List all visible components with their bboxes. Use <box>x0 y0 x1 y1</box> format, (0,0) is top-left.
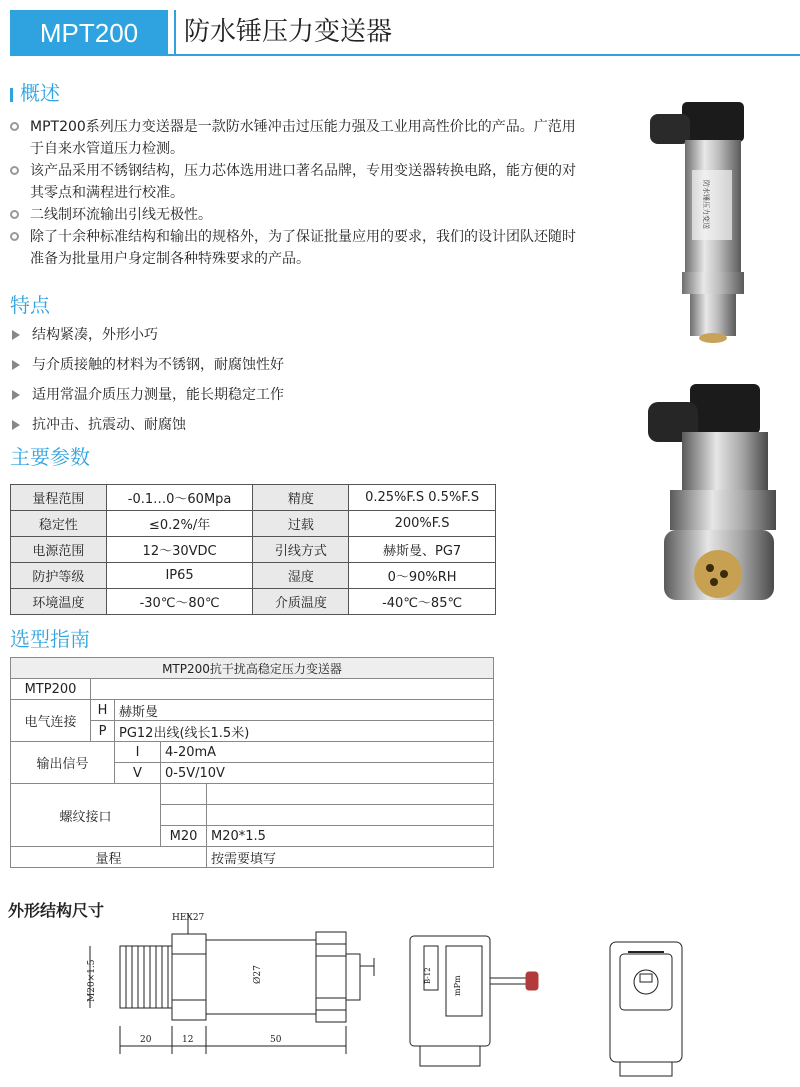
triangle-bullet-icon <box>12 330 20 340</box>
header-divider <box>174 10 176 54</box>
dimension-drawing <box>80 906 800 1082</box>
hex-label: HEX27 <box>172 913 205 923</box>
length-12-label: 12 <box>182 1035 194 1045</box>
product-label <box>692 170 732 240</box>
connector-outline <box>316 932 346 1022</box>
pin-hole <box>720 570 728 578</box>
list-item: 结构紧凑，外形小巧 <box>8 320 428 350</box>
product-label-text: 防水锤压力变送 <box>702 180 710 229</box>
connector-body <box>682 102 744 142</box>
connector-m-label: mPm <box>453 975 462 996</box>
pressure-port <box>699 333 727 343</box>
param-label: 介质温度 <box>253 589 349 615</box>
desc-cell: M20*1.5 <box>207 826 494 847</box>
selection-header: MTP200抗干扰高稳定压力变送器 <box>11 658 494 679</box>
page-title: 防水锤压力变送器 <box>184 17 393 47</box>
overview-list <box>8 116 588 270</box>
params-table <box>10 484 496 615</box>
table-row <box>11 679 494 700</box>
features-list <box>8 320 428 440</box>
pressure-port <box>694 550 742 598</box>
cable-gland <box>650 114 690 144</box>
table-row <box>11 784 494 805</box>
code-cell: V <box>115 763 161 784</box>
bullet-icon <box>10 232 19 241</box>
output-label: 输出信号 <box>11 742 115 784</box>
overview-title: 概述 <box>20 81 60 105</box>
param-label: 电源范围 <box>11 537 107 563</box>
table-row <box>11 485 496 511</box>
table-row <box>11 847 494 868</box>
hex-nut <box>682 272 744 294</box>
selection-table <box>10 657 494 868</box>
bullet-icon <box>10 210 19 219</box>
params-title: 主要参数 <box>10 445 90 469</box>
triangle-bullet-icon <box>12 390 20 400</box>
param-label: 湿度 <box>253 563 349 589</box>
hex-nut <box>670 490 776 530</box>
connector-body <box>690 384 760 434</box>
model-cell: MTP200 <box>11 679 91 700</box>
thread-label: 螺纹接口 <box>11 784 161 847</box>
param-value: -30℃～80℃ <box>106 589 253 615</box>
bullet-icon <box>10 122 19 131</box>
param-label: 精度 <box>253 485 349 511</box>
list-item: 除了十余种标准结构和输出的规格外，为了保证批量应用的要求，我们的设计团队还随时准备为批量用户身定制各种特殊要求的产品。 <box>8 226 588 270</box>
table-row <box>11 658 494 679</box>
param-value: 0～90%RH <box>349 563 496 589</box>
length-50-label: 50 <box>270 1035 282 1045</box>
code-cell: I <box>115 742 161 763</box>
table-row <box>11 700 494 721</box>
list-item: 二线制环流输出引线无极性。 <box>8 204 588 226</box>
param-value: -40℃～85℃ <box>349 589 496 615</box>
code-cell: P <box>91 721 115 742</box>
range-label: 量程 <box>11 847 207 868</box>
param-value: 0.25%F.S 0.5%F.S <box>349 485 496 511</box>
electrical-label: 电气连接 <box>11 700 91 742</box>
thread <box>690 294 736 336</box>
code-cell: M20 <box>161 826 207 847</box>
triangle-bullet-icon <box>12 420 20 430</box>
param-value: IP65 <box>106 563 253 589</box>
page-header <box>0 0 800 58</box>
hex-outline <box>172 934 206 1020</box>
param-label: 量程范围 <box>11 485 107 511</box>
header-underline <box>168 54 800 56</box>
diameter-label: Ø27 <box>253 965 263 984</box>
list-item: 该产品采用不锈钢结构，压力芯体选用进口著名品牌，专用变送器转换电路，能方便的对其零点和满程进行校准。 <box>8 160 588 204</box>
param-value: 200%F.S <box>349 511 496 537</box>
product-photo-front <box>630 100 780 350</box>
pin-hole <box>710 578 718 586</box>
param-value: -0.1…0～60Mpa <box>106 485 253 511</box>
code-cell: H <box>91 700 115 721</box>
list-item: MPT200系列压力变送器是一款防水锤冲击过压能力强及工业用高性价比的产品。广范用于自来水管道压力检测。 <box>8 116 588 160</box>
triangle-bullet-icon <box>12 360 20 370</box>
dimensions-title: 外形结构尺寸 <box>8 901 105 920</box>
param-label: 引线方式 <box>253 537 349 563</box>
list-item: 与介质接触的材料为不锈钢，耐腐蚀性好 <box>8 350 428 380</box>
thread-outline <box>120 946 172 1008</box>
sensor-body <box>682 432 768 492</box>
table-row <box>11 589 496 615</box>
table-row <box>11 742 494 763</box>
param-label: 稳定性 <box>11 511 107 537</box>
connector-b-label: B-12 <box>424 967 432 984</box>
table-row <box>11 511 496 537</box>
empty-cell <box>207 805 494 826</box>
desc-cell: 0-5V/10V <box>161 763 494 784</box>
param-label: 环境温度 <box>11 589 107 615</box>
desc-cell: 按需要填写 <box>207 847 494 868</box>
table-row <box>11 563 496 589</box>
list-item: 抗冲击、抗震动、耐腐蚀 <box>8 410 428 440</box>
param-label: 防护等级 <box>11 563 107 589</box>
param-value: 赫斯曼、PG7 <box>349 537 496 563</box>
empty-cell <box>161 805 207 826</box>
thread-label: M20×1.5 <box>87 959 97 1002</box>
selection-title: 选型指南 <box>10 627 90 651</box>
product-photo-angle <box>630 382 790 612</box>
param-value: 12～30VDC <box>106 537 253 563</box>
features-title: 特点 <box>10 293 50 317</box>
connector-side-outline <box>410 936 490 1046</box>
empty-cell <box>91 679 494 700</box>
pin-hole <box>706 564 714 572</box>
list-item: 适用常温介质压力测量，能长期稳定工作 <box>8 380 428 410</box>
bullet-icon <box>10 166 19 175</box>
table-row <box>11 537 496 563</box>
param-value: ≤0.2%/年 <box>106 511 253 537</box>
empty-cell <box>161 784 207 805</box>
connector-front-outline <box>610 942 682 1062</box>
empty-cell <box>207 784 494 805</box>
length-20-label: 20 <box>140 1035 152 1045</box>
desc-cell: 赫斯曼 <box>115 700 494 721</box>
desc-cell: PG12出线(线长1.5米) <box>115 721 494 742</box>
param-label: 过载 <box>253 511 349 537</box>
model-badge: MPT200 <box>10 10 168 56</box>
desc-cell: 4-20mA <box>161 742 494 763</box>
